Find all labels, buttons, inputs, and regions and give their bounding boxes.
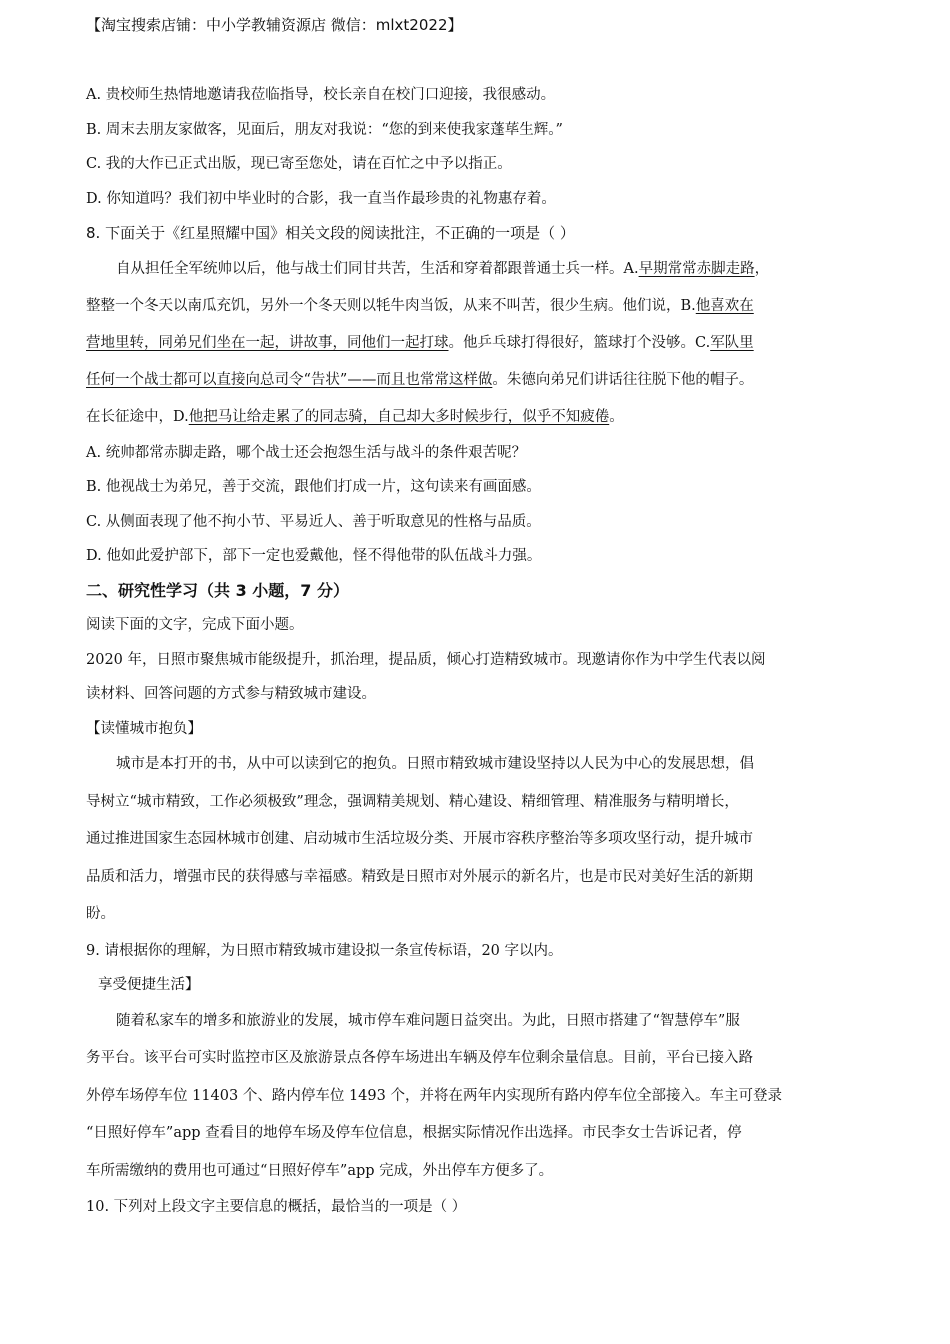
passage-line-1: 自从担任全军统帅以后，他与战士们同甘共苦，生活和穿着都跟普通士兵一样。A.早期常常赤脚走路， [116,260,770,277]
q7-option-d: D. 你知道吗？我们初中毕业时的合影，我一直当作最珍贵的礼物惠存着。 [86,190,556,207]
para1-line-3: 通过推进国家生态园林城市创建、启动城市生活垃圾分类、开展市容秩序整治等多项攻坚行动，提升城市 [86,831,753,847]
passage-line-5: 在长征途中，D.他把马让给走累了的同志骑，自己却大多时候步行，似乎不知疲倦。 [86,408,624,425]
q8-stem: 8. 下面关于《红星照耀中国》相关文段的阅读批注，不正确的一项是（ ） [86,224,575,242]
q8-option-d: D. 他如此爱护部下，部下一定也爱戴他，怪不得他带的队伍战斗力强。 [86,548,542,564]
q8-passage [86,251,866,436]
para1-line-2: 导树立“城市精致，工作必须极致”理念，强调精美规划、精心建设、精细管理、精准服务与精明增长， [86,793,739,810]
para2-line-1: 随着私家车的增多和旅游业的发展，城市停车难问题日益突出。为此，日照市搭建了“智慧停车”服 [116,1012,740,1029]
q8-option-b: B. 他视战士为弟兄，善于交流，跟他们打成一片，这句读来有画面感。 [86,479,541,495]
subheading-city-ambition: 【读懂城市抱负】 [86,720,202,737]
q7-option-c: C. 我的大作已正式出版，现已寄至您处，请在百忙之中予以指正。 [86,156,512,172]
section-2-title: 二、研究性学习（共 3 小题，7 分） [86,580,349,600]
passage-line-2: 整整一个冬天以南瓜充饥，另外一个冬天则以牦牛肉当饭，从来不叫苦，很少生病。他们说，B.他喜欢在 [86,297,754,314]
para2-line-4: “日照好停车”app 查看目的地停车场及停车位信息，根据实际情况作出选择。市民李女士告诉记者，停 [86,1125,742,1141]
q8-option-c: C. 从侧面表现了他不拘小节、平易近人、善于听取意见的性格与品质。 [86,513,541,530]
q9-stem: 9. 请根据你的理解，为日照市精致城市建设拟一条宣传标语，20 字以内。 [86,942,563,959]
passage-line-4: 任何一个战士都可以直接向总司令“告状”——而且也常常这样做。朱德向弟兄们讲话往往脱下他的帽子。 [86,371,754,388]
annotation-d-underline: 他把马让给走累了的同志骑，自己却大多时候步行，似乎不知疲倦 [188,408,610,425]
q8-option-a: A. 统帅都常赤脚走路，哪个战士还会抱怨生活与战斗的条件艰苦呢？ [86,444,527,461]
background-line-1: 2020 年，日照市聚焦城市能级提升，抓治理，提品质，倾心打造精致城市。现邀请你作为中学生代表以阅 [86,651,766,668]
header-note: 【淘宝搜索店铺：中小学教辅资源店 微信：mlxt2022】 [86,16,463,34]
annotation-b-underline-end: 营地里转，同弟兄们坐在一起，讲故事，同他们一起打球 [86,334,449,351]
annotation-c-underline-end: 任何一个战士都可以直接向总司令“告状”——而且也常常这样做 [86,371,493,388]
para2-line-5: 车所需缴纳的费用也可通过“日照好停车”app 完成，外出停车方便多了。 [86,1162,554,1179]
passage-city-ambition [86,746,866,934]
passage-line-3: 营地里转，同弟兄们坐在一起，讲故事，同他们一起打球。他乒乓球打得很好，篮球打个没够。C.军队里 [86,334,754,351]
annotation-c-underline-start: 军队里 [710,334,754,351]
para1-line-5: 盼。 [86,906,115,922]
q10-stem: 10. 下列对上段文字主要信息的概括，最恰当的一项是（ ） [86,1199,467,1215]
background-line-2: 读材料、回答问题的方式参与精致城市建设。 [86,686,376,702]
subheading-convenient-life: 享受便捷生活】 [98,977,200,993]
annotation-b-underline-start: 他喜欢在 [695,297,754,314]
para2-line-2: 务平台。该平台可实时监控市区及旅游景点各停车场进出车辆及停车位剩余量信息。目前，平台已接入路 [86,1050,753,1066]
para1-line-1: 城市是本打开的书，从中可以读到它的抱负。日照市精致城市建设坚持以人民为中心的发展思想，倡 [116,756,754,772]
para1-line-4: 品质和活力，增强市民的获得感与幸福感。精致是日照市对外展示的新名片，也是市民对美好生活的新期 [86,868,753,885]
page-content [86,78,866,1225]
annotation-a-underline: 早期常常赤脚走路 [638,260,755,277]
passage-parking [86,1003,866,1191]
q7-option-b: B. 周末去朋友家做客，见面后，朋友对我说：“您的到来使我家蓬荜生辉。” [86,121,563,138]
para2-line-3: 外停车场停车位 11403 个、路内停车位 1493 个，并将在两年内实现所有路内停车位全部接入。车主可登录 [86,1087,782,1104]
q7-option-a: A. 贵校师生热情地邀请我莅临指导，校长亲自在校门口迎接，我很感动。 [86,87,556,103]
section-2-intro: 阅读下面的文字，完成下面小题。 [86,617,304,633]
